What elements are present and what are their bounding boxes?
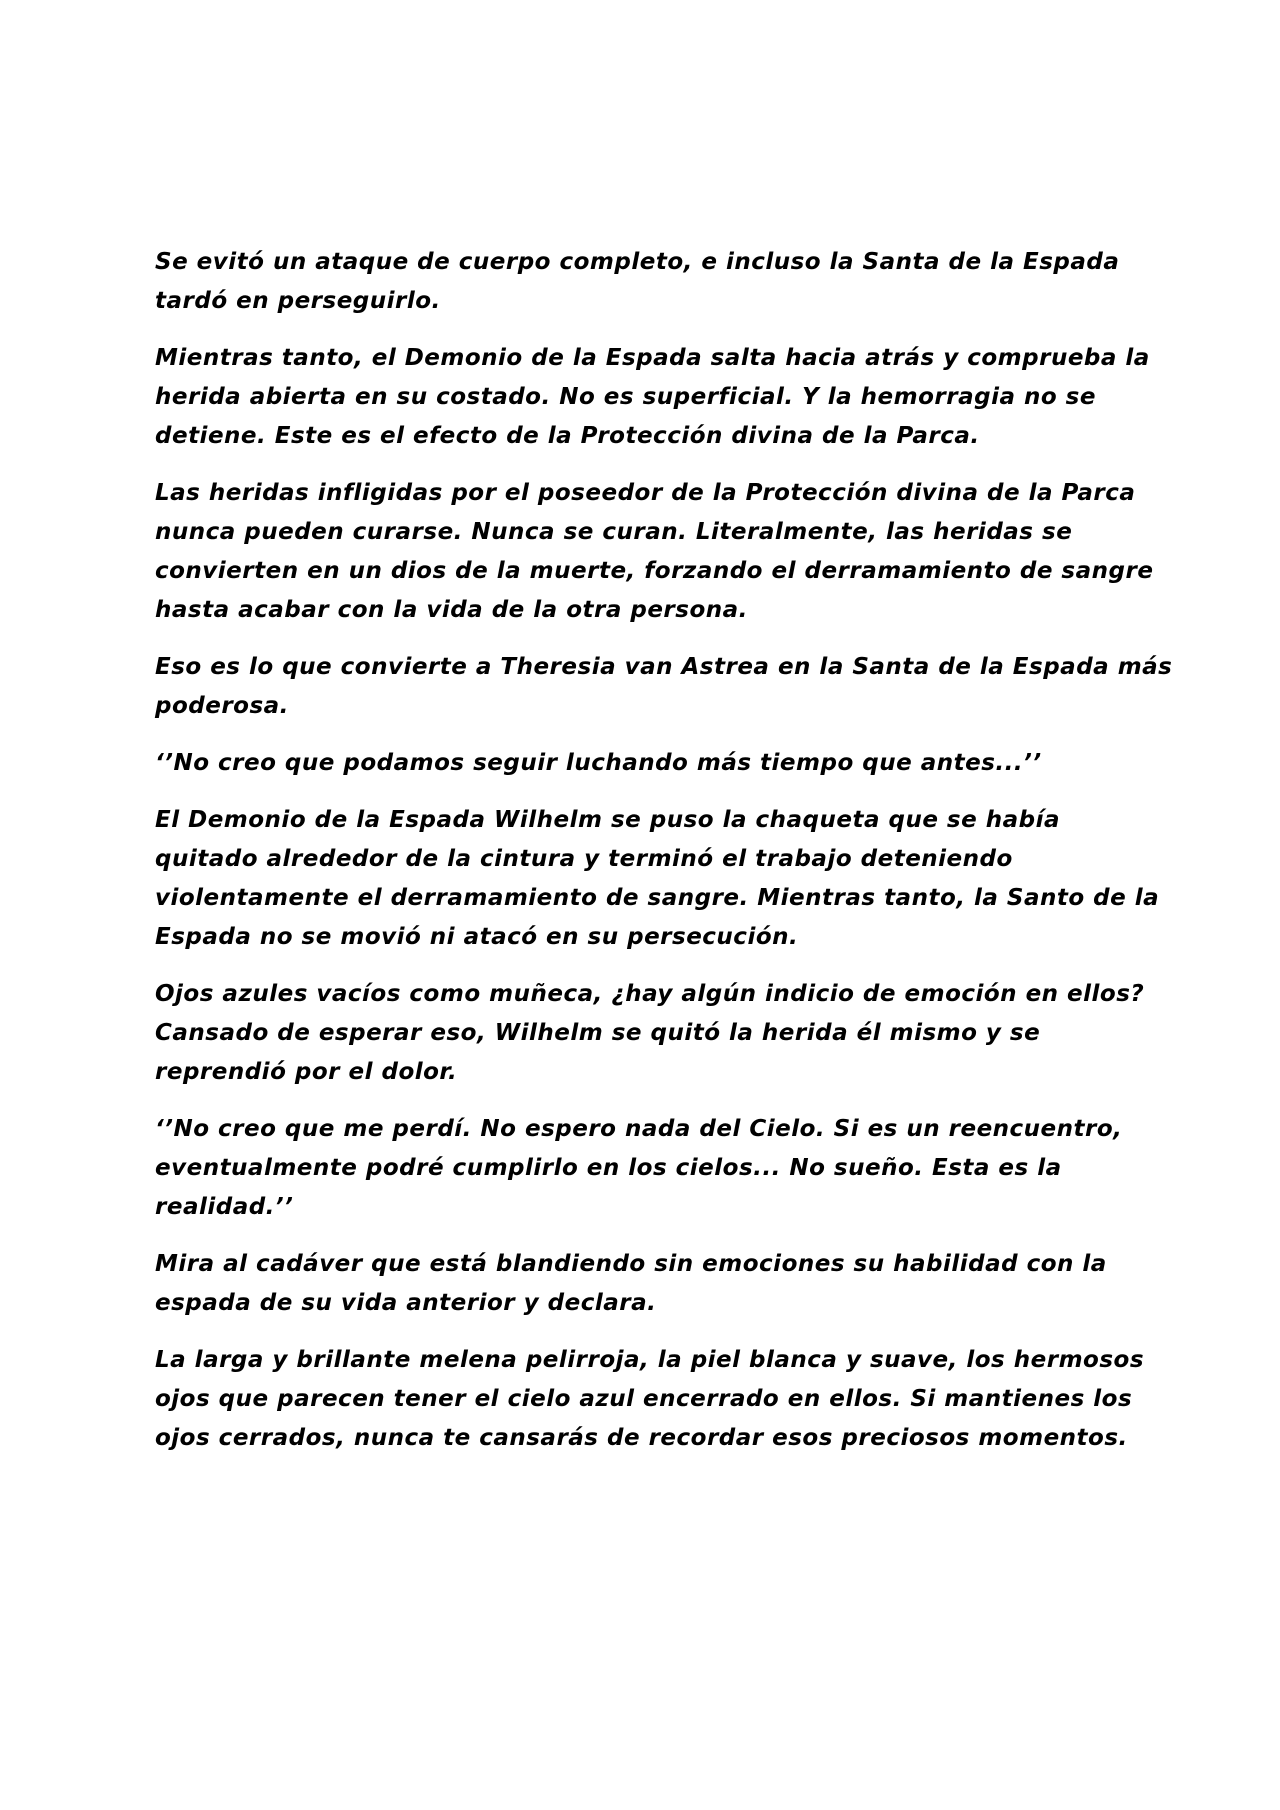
paragraph-8 <box>155 1110 1130 1227</box>
text-line: ojos que parecen tener el cielo azul encerrado en ellos. Si mantienes los <box>155 1386 1133 1412</box>
text-line: herida abierta en su costado. No es superficial. Y la hemorragia no se <box>155 384 1096 410</box>
text-line: espada de su vida anterior y declara. <box>155 1290 657 1316</box>
text-line: convierten en un dios de la muerte, forzando el derramamiento de sangre <box>155 558 1154 584</box>
paragraph-1 <box>155 243 1130 321</box>
text-line: reprendió por el dolor. <box>155 1059 458 1085</box>
body-text <box>155 243 1173 1476</box>
text-line: eventualmente podré cumplirlo en los cielos... No sueño. Esta es la <box>155 1155 1062 1181</box>
text-line: El Demonio de la Espada Wilhelm se puso la chaqueta que se había <box>155 807 1060 833</box>
text-line: violentamente el derramamiento de sangre. Mientras tanto, la Santo de la <box>155 885 1160 911</box>
paragraph-9 <box>155 1245 1130 1323</box>
text-line: ojos cerrados, nunca te cansarás de recordar esos preciosos momentos. <box>155 1425 1128 1451</box>
text-line: Mira al cadáver que está blandiendo sin emociones su habilidad con la <box>155 1251 1107 1277</box>
paragraph-10 <box>155 1341 1145 1458</box>
paragraph-7 <box>155 975 1145 1092</box>
text-line: La larga y brillante melena pelirroja, la piel blanca y suave, los hermosos <box>155 1347 1145 1373</box>
paragraph-6 <box>155 801 1160 957</box>
text-line: Espada no se movió ni atacó en su persecución. <box>155 924 799 950</box>
text-line: Se evitó un ataque de cuerpo completo, e incluso la Santa de la Espada <box>155 249 1120 275</box>
text-line: hasta acabar con la vida de la otra persona. <box>155 597 748 623</box>
paragraph-2 <box>155 339 1150 456</box>
text-line: ‘’No creo que me perdí. No espero nada del Cielo. Si es un reencuentro, <box>155 1116 1123 1142</box>
paragraph-4 <box>155 648 1173 726</box>
text-line: Las heridas infligidas por el poseedor de la Protección divina de la Parca <box>155 480 1136 506</box>
text-line: Mientras tanto, el Demonio de la Espada salta hacia atrás y comprueba la <box>155 345 1150 371</box>
text-line: detiene. Este es el efecto de la Protección divina de la Parca. <box>155 423 980 449</box>
text-line: Cansado de esperar eso, Wilhelm se quitó la herida él mismo y se <box>155 1020 1041 1046</box>
text-line: poderosa. <box>155 693 289 719</box>
text-line: Ojos azules vacíos como muñeca, ¿hay algún indicio de emoción en ellos? <box>155 981 1145 1007</box>
paragraph-3 <box>155 474 1154 630</box>
text-line: Eso es lo que convierte a Theresia van Astrea en la Santa de la Espada más <box>155 654 1173 680</box>
paragraph-5 <box>155 744 1130 783</box>
text-line: quitado alrededor de la cintura y terminó el trabajo deteniendo <box>155 846 1013 872</box>
text-line: ‘’No creo que podamos seguir luchando más tiempo que antes...’’ <box>155 750 1042 776</box>
text-line: tardó en perseguirlo. <box>155 288 441 314</box>
text-line: nunca pueden curarse. Nunca se curan. Literalmente, las heridas se <box>155 519 1073 545</box>
text-line: realidad.’’ <box>155 1194 294 1220</box>
